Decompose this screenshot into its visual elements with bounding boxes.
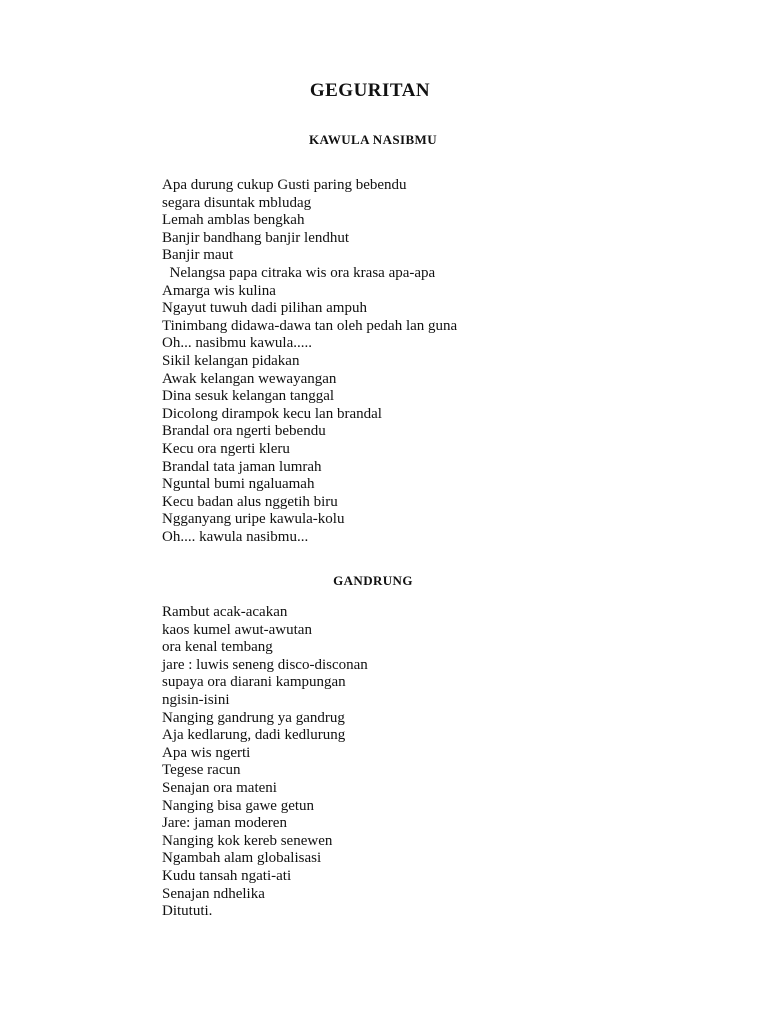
poem-line: Senajan ndhelika [162,885,265,902]
poem-line: Amarga wis kulina [162,282,276,299]
poem-line: Ditututi. [162,903,213,920]
poem-line: supaya ora diarani kampungan [162,674,346,691]
poem-line: Nanging bisa gawe getun [162,797,315,814]
poem-line: Aja kedlarung, dadi kedlurung [162,727,346,744]
poem-line: Kecu ora ngerti kleru [162,440,290,457]
poem-line: Kudu tansah ngati-ati [162,867,292,884]
poem-line: Oh.... kawula nasibmu... [162,528,309,545]
poem-line: jare : luwis seneng disco-disconan [162,656,368,673]
poem-title-gandrung: GANDRUNG [333,573,413,588]
poem-line: Lemah amblas bengkah [162,212,305,229]
poem-line: Ngayut tuwuh dadi pilihan ampuh [162,300,367,317]
poem-line: Nanging kok kereb senewen [162,832,333,849]
poem-line: Banjir maut [162,247,234,264]
poem-line: Brandal ora ngerti bebendu [162,423,326,440]
poem-line: Dicolong dirampok kecu lan brandal [162,405,382,422]
poem-line: Jare: jaman moderen [162,815,287,832]
poem-line: Nelangsa papa citraka wis ora krasa apa-apa [162,264,436,281]
poem-line: Sikil kelangan pidakan [162,352,300,369]
poem-line: Apa durung cukup Gusti paring bebendu [162,177,407,193]
poem-line: Tegese racun [162,762,241,779]
poem-line: ngisin-isini [162,691,230,708]
poem-line: Awak kelangan wewayangan [162,370,337,387]
document-title: GEGURITAN [309,80,431,101]
poem-line: segara disuntak mbludag [162,194,312,211]
poem-line: Ngganyang uripe kawula-kolu [162,511,345,528]
poem-title-kawula-nasibmu: KAWULA NASIBMU [308,132,438,147]
poem-line: Tinimbang didawa-dawa tan oleh pedah lan guna [162,317,458,334]
poem-line: Ngambah alam globalisasi [162,850,322,867]
poem-line: Brandal tata jaman lumrah [162,458,322,475]
poem-body-kawula-nasibmu [162,177,457,546]
poem-line: Senajan ora mateni [162,779,277,796]
poem-line: Nanging gandrung ya gandrug [162,709,345,726]
poem-line: Apa wis ngerti [162,744,251,761]
poem-body-gandrung [162,604,368,921]
poem-line: kaos kumel awut-awutan [162,621,312,638]
poem-line: ora kenal tembang [162,639,273,656]
poem-line: Nguntal bumi ngaluamah [162,476,315,493]
poem-line: Dina sesuk kelangan tanggal [162,388,335,405]
poem-line: Banjir bandhang banjir lendhut [162,229,350,246]
poem-line: Oh... nasibmu kawula..... [162,335,312,352]
poem-line: Kecu badan alus nggetih biru [162,493,338,510]
poem-line: Rambut acak-acakan [162,604,288,620]
